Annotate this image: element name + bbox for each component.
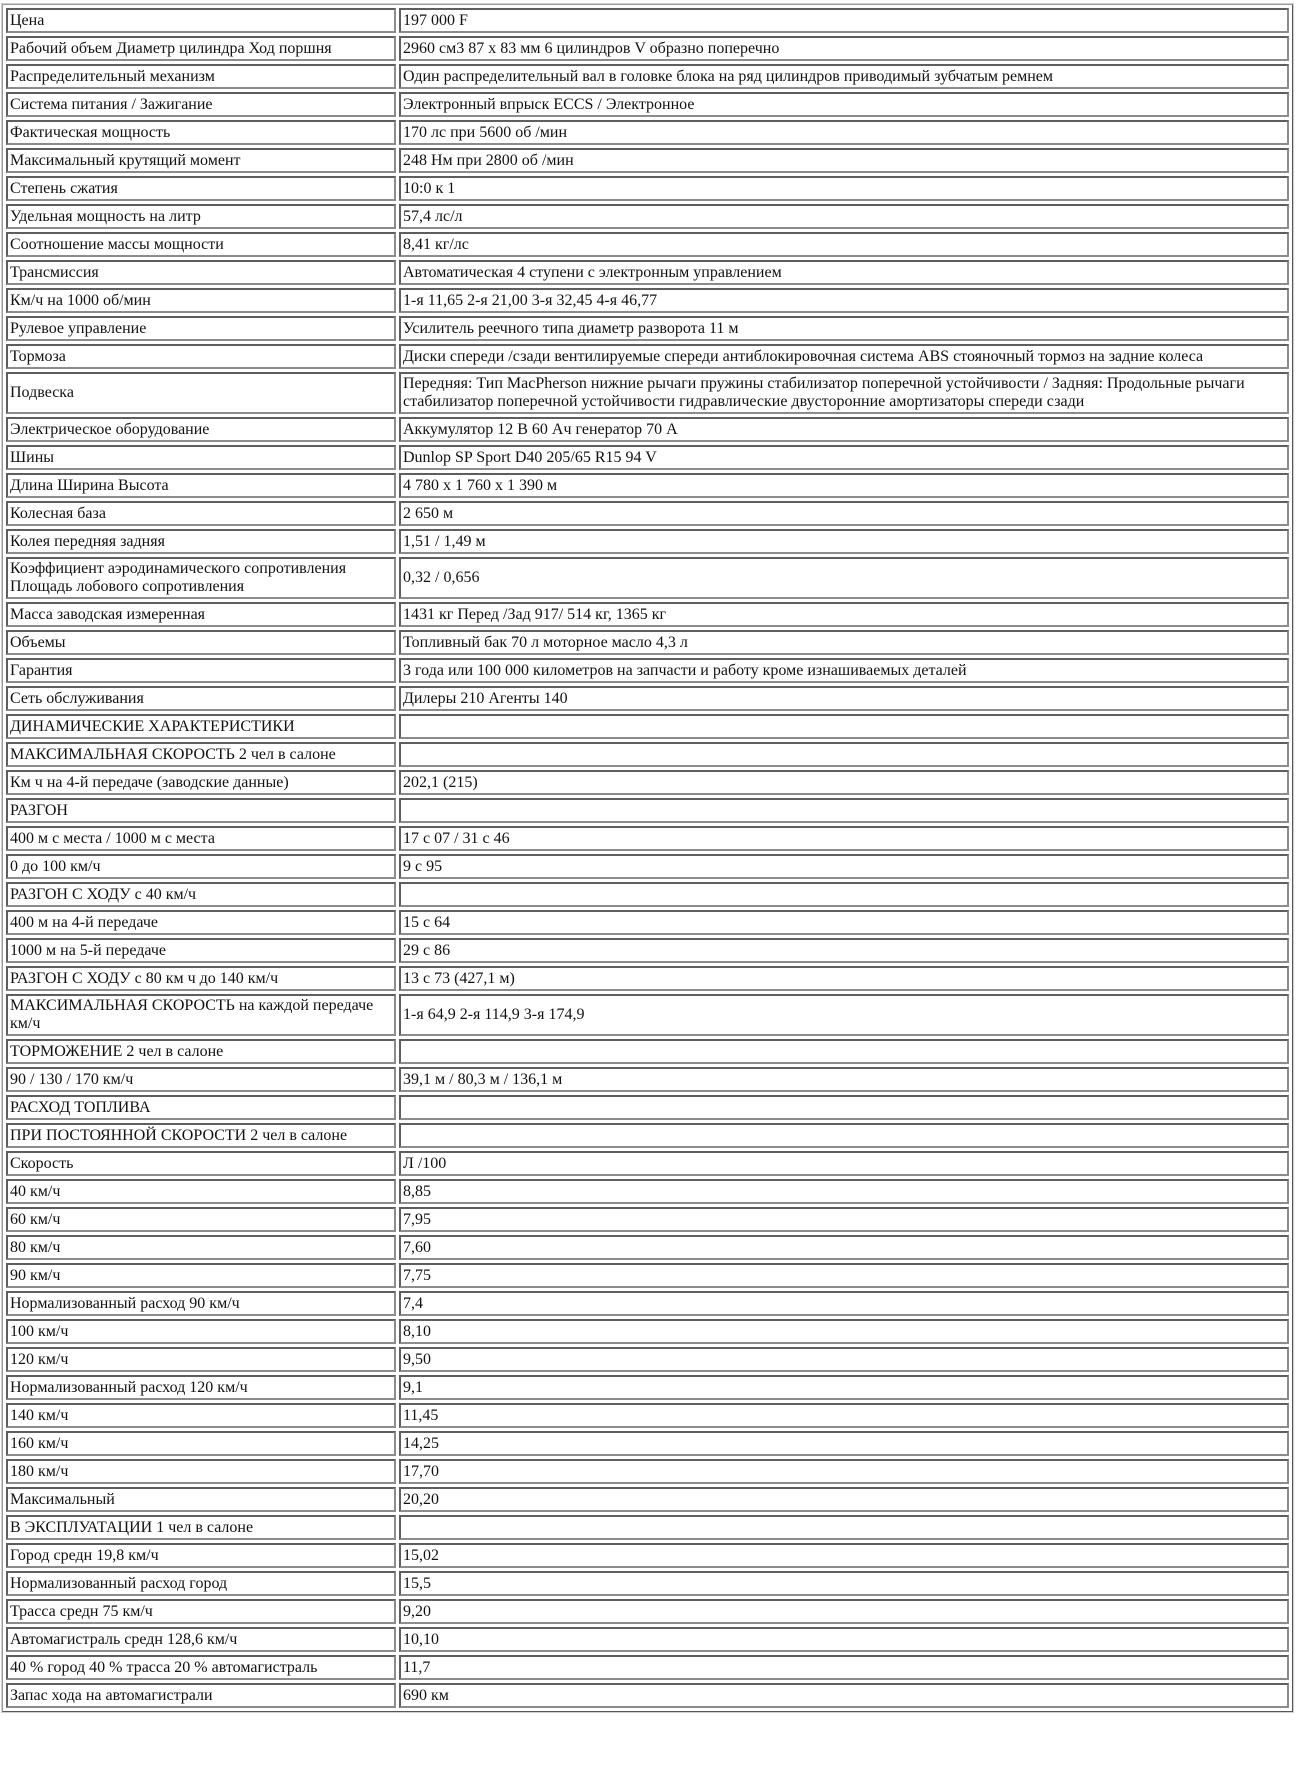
spec-label-cell: 90 / 130 / 170 км/ч [6, 1067, 396, 1092]
spec-value-cell [399, 742, 1289, 767]
spec-label-cell: Максимальный крутящий момент [6, 148, 396, 173]
spec-value-cell: 690 км [399, 1683, 1289, 1708]
spec-value-cell: 15,02 [399, 1543, 1289, 1568]
spec-value-cell: 39,1 м / 80,3 м / 136,1 м [399, 1067, 1289, 1092]
spec-label-cell: Км/ч на 1000 об/мин [6, 288, 396, 313]
spec-label-cell: РАСХОД ТОПЛИВА [6, 1095, 396, 1120]
spec-label-cell: Длина Ширина Высота [6, 473, 396, 498]
table-row [6, 1291, 1289, 1316]
table-row [6, 770, 1289, 795]
spec-label-cell: Тормоза [6, 344, 396, 369]
table-row [6, 120, 1289, 145]
spec-label-cell: 60 км/ч [6, 1207, 396, 1232]
specifications-table-body [6, 8, 1289, 1708]
spec-value-cell: 15,5 [399, 1571, 1289, 1596]
spec-value-cell [399, 1123, 1289, 1148]
spec-value-cell: Автоматическая 4 ступени с электронным управлением [399, 260, 1289, 285]
spec-label-cell: 40 км/ч [6, 1179, 396, 1204]
spec-label-cell: Объемы [6, 630, 396, 655]
spec-label-cell: Масса заводская измеренная [6, 602, 396, 627]
table-row [6, 148, 1289, 173]
table-row [6, 1683, 1289, 1708]
spec-label-cell: МАКСИМАЛЬНАЯ СКОРОСТЬ на каждой передаче км/ч [6, 994, 396, 1036]
table-row [6, 445, 1289, 470]
spec-label-cell: РАЗГОН С ХОДУ с 80 км ч до 140 км/ч [6, 966, 396, 991]
spec-value-cell: 14,25 [399, 1431, 1289, 1456]
spec-label-cell: В ЭКСПЛУАТАЦИИ 1 чел в салоне [6, 1515, 396, 1540]
table-row [6, 36, 1289, 61]
table-row [6, 686, 1289, 711]
spec-label-cell: 40 % город 40 % трасса 20 % автомагистраль [6, 1655, 396, 1680]
spec-label-cell: Колея передняя задняя [6, 529, 396, 554]
spec-value-cell: 3 года или 100 000 километров на запчасти и работу кроме изнашиваемых деталей [399, 658, 1289, 683]
spec-value-cell: 4 780 x 1 760 x 1 390 м [399, 473, 1289, 498]
spec-label-cell: 120 км/ч [6, 1347, 396, 1372]
table-row [6, 288, 1289, 313]
spec-label-cell: Шины [6, 445, 396, 470]
spec-label-cell: 140 км/ч [6, 1403, 396, 1428]
spec-value-cell: 248 Нм при 2800 об /мин [399, 148, 1289, 173]
spec-label-cell: РАЗГОН С ХОДУ с 40 км/ч [6, 882, 396, 907]
spec-value-cell: Диски спереди /сзади вентилируемые спереди антиблокировочная система ABS стояночный тормоз на задние колеса [399, 344, 1289, 369]
table-row [6, 557, 1289, 599]
table-row [6, 1235, 1289, 1260]
spec-value-cell [399, 1095, 1289, 1120]
table-row [6, 92, 1289, 117]
spec-label-cell: 100 км/ч [6, 1319, 396, 1344]
table-row [6, 1375, 1289, 1400]
spec-label-cell: Степень сжатия [6, 176, 396, 201]
spec-label-cell: 400 м на 4-й передаче [6, 910, 396, 935]
table-row [6, 1599, 1289, 1624]
table-row [6, 1179, 1289, 1204]
spec-value-cell: 2960 см3 87 x 83 мм 6 цилиндров V образно поперечно [399, 36, 1289, 61]
spec-label-cell: Удельная мощность на литр [6, 204, 396, 229]
table-row [6, 1571, 1289, 1596]
table-row [6, 176, 1289, 201]
spec-label-cell: РАЗГОН [6, 798, 396, 823]
table-row [6, 1123, 1289, 1148]
table-row [6, 1543, 1289, 1568]
spec-label-cell: МАКСИМАЛЬНАЯ СКОРОСТЬ 2 чел в салоне [6, 742, 396, 767]
spec-value-cell: 57,4 лс/л [399, 204, 1289, 229]
spec-label-cell: Электрическое оборудование [6, 417, 396, 442]
spec-value-cell: 7,4 [399, 1291, 1289, 1316]
spec-value-cell: Электронный впрыск ECCS / Электронное [399, 92, 1289, 117]
table-row [6, 742, 1289, 767]
spec-value-cell [399, 882, 1289, 907]
table-row [6, 1095, 1289, 1120]
spec-value-cell: 13 с 73 (427,1 м) [399, 966, 1289, 991]
spec-value-cell: Один распределительный вал в головке блока на ряд цилиндров приводимый зубчатым ремнем [399, 64, 1289, 89]
table-row [6, 232, 1289, 257]
spec-value-cell: 170 лс при 5600 об /мин [399, 120, 1289, 145]
spec-label-cell: Скорость [6, 1151, 396, 1176]
spec-value-cell: 202,1 (215) [399, 770, 1289, 795]
spec-value-cell: 1,51 / 1,49 м [399, 529, 1289, 554]
table-row [6, 529, 1289, 554]
table-row [6, 1039, 1289, 1064]
spec-label-cell: Рулевое управление [6, 316, 396, 341]
spec-value-cell: 29 с 86 [399, 938, 1289, 963]
spec-value-cell: Л /100 [399, 1151, 1289, 1176]
table-row [6, 826, 1289, 851]
table-row [6, 1403, 1289, 1428]
table-row [6, 966, 1289, 991]
spec-label-cell: Нормализованный расход 120 км/ч [6, 1375, 396, 1400]
table-row [6, 994, 1289, 1036]
spec-value-cell: 1-я 11,65 2-я 21,00 3-я 32,45 4-я 46,77 [399, 288, 1289, 313]
spec-value-cell: 197 000 F [399, 8, 1289, 33]
spec-value-cell: 7,60 [399, 1235, 1289, 1260]
spec-label-cell: Сеть обслуживания [6, 686, 396, 711]
spec-label-cell: 1000 м на 5-й передаче [6, 938, 396, 963]
table-row [6, 1459, 1289, 1484]
table-row [6, 372, 1289, 414]
table-row [6, 1487, 1289, 1512]
spec-label-cell: Распределительный механизм [6, 64, 396, 89]
spec-label-cell: Максимальный [6, 1487, 396, 1512]
specifications-table [2, 4, 1293, 1712]
table-row [6, 1263, 1289, 1288]
table-row [6, 501, 1289, 526]
spec-label-cell: 90 км/ч [6, 1263, 396, 1288]
spec-label-cell: Рабочий объем Диаметр цилиндра Ход поршня [6, 36, 396, 61]
spec-label-cell: 400 м с места / 1000 м с места [6, 826, 396, 851]
spec-value-cell: 7,75 [399, 1263, 1289, 1288]
table-row [6, 798, 1289, 823]
spec-label-cell: Автомагистраль средн 128,6 км/ч [6, 1627, 396, 1652]
spec-label-cell: 0 до 100 км/ч [6, 854, 396, 879]
spec-label-cell: Коэффициент аэродинамического сопротивления Площадь лобового сопротивления [6, 557, 396, 599]
spec-label-cell: Колесная база [6, 501, 396, 526]
spec-value-cell: 1431 кг Перед /Зад 917/ 514 кг, 1365 кг [399, 602, 1289, 627]
spec-label-cell: ТОРМОЖЕНИЕ 2 чел в салоне [6, 1039, 396, 1064]
spec-label-cell: 180 км/ч [6, 1459, 396, 1484]
spec-label-cell: 160 км/ч [6, 1431, 396, 1456]
table-row [6, 658, 1289, 683]
spec-value-cell: Передняя: Тип MacPherson нижние рычаги пружины стабилизатор поперечной устойчивости / Задняя: Продольные рычаги стабилизатор поперечной устойчивости гидравлические двусторонние амортизаторы спереди сзади [399, 372, 1289, 414]
table-row [6, 1347, 1289, 1372]
spec-value-cell: 9,1 [399, 1375, 1289, 1400]
spec-label-cell: Соотношение массы мощности [6, 232, 396, 257]
spec-value-cell: 2 650 м [399, 501, 1289, 526]
spec-value-cell: 17 с 07 / 31 с 46 [399, 826, 1289, 851]
table-row [6, 8, 1289, 33]
table-row [6, 204, 1289, 229]
table-row [6, 854, 1289, 879]
table-row [6, 64, 1289, 89]
table-row [6, 938, 1289, 963]
spec-value-cell: 15 с 64 [399, 910, 1289, 935]
table-row [6, 630, 1289, 655]
spec-value-cell: 9,50 [399, 1347, 1289, 1372]
table-row [6, 602, 1289, 627]
spec-value-cell: 8,10 [399, 1319, 1289, 1344]
spec-label-cell: Нормализованный расход 90 км/ч [6, 1291, 396, 1316]
table-row [6, 1151, 1289, 1176]
spec-value-cell: Топливный бак 70 л моторное масло 4,3 л [399, 630, 1289, 655]
table-row [6, 1515, 1289, 1540]
table-row [6, 882, 1289, 907]
table-row [6, 1319, 1289, 1344]
spec-value-cell: 8,41 кг/лс [399, 232, 1289, 257]
table-row [6, 417, 1289, 442]
spec-label-cell: ПРИ ПОСТОЯННОЙ СКОРОСТИ 2 чел в салоне [6, 1123, 396, 1148]
spec-value-cell: 7,95 [399, 1207, 1289, 1232]
spec-value-cell: Дилеры 210 Агенты 140 [399, 686, 1289, 711]
table-row [6, 1655, 1289, 1680]
spec-value-cell: Аккумулятор 12 В 60 Ач генератор 70 А [399, 417, 1289, 442]
spec-value-cell: 20,20 [399, 1487, 1289, 1512]
spec-label-cell: ДИНАМИЧЕСКИЕ ХАРАКТЕРИСТИКИ [6, 714, 396, 739]
table-row [6, 1207, 1289, 1232]
table-row [6, 1067, 1289, 1092]
spec-value-cell [399, 1515, 1289, 1540]
table-row [6, 473, 1289, 498]
table-row [6, 260, 1289, 285]
spec-value-cell: 11,45 [399, 1403, 1289, 1428]
spec-label-cell: Трансмиссия [6, 260, 396, 285]
spec-value-cell: 9,20 [399, 1599, 1289, 1624]
spec-value-cell: 1-я 64,9 2-я 114,9 3-я 174,9 [399, 994, 1289, 1036]
spec-label-cell: Фактическая мощность [6, 120, 396, 145]
spec-value-cell: 17,70 [399, 1459, 1289, 1484]
spec-label-cell: Цена [6, 8, 396, 33]
spec-label-cell: Гарантия [6, 658, 396, 683]
spec-label-cell: Подвеска [6, 372, 396, 414]
spec-value-cell [399, 1039, 1289, 1064]
table-row [6, 1431, 1289, 1456]
table-row [6, 1627, 1289, 1652]
spec-value-cell: Dunlop SP Sport D40 205/65 R15 94 V [399, 445, 1289, 470]
spec-label-cell: Нормализованный расход город [6, 1571, 396, 1596]
spec-label-cell: 80 км/ч [6, 1235, 396, 1260]
spec-value-cell: 8,85 [399, 1179, 1289, 1204]
spec-label-cell: Система питания / Зажигание [6, 92, 396, 117]
table-row [6, 910, 1289, 935]
spec-value-cell: 11,7 [399, 1655, 1289, 1680]
table-row [6, 316, 1289, 341]
spec-value-cell: Усилитель реечного типа диаметр разворота 11 м [399, 316, 1289, 341]
table-row [6, 344, 1289, 369]
spec-label-cell: Км ч на 4-й передаче (заводские данные) [6, 770, 396, 795]
spec-value-cell: 10,10 [399, 1627, 1289, 1652]
spec-value-cell [399, 798, 1289, 823]
spec-label-cell: Город средн 19,8 км/ч [6, 1543, 396, 1568]
spec-value-cell: 0,32 / 0,656 [399, 557, 1289, 599]
table-row [6, 714, 1289, 739]
spec-value-cell: 9 с 95 [399, 854, 1289, 879]
spec-label-cell: Запас хода на автомагистрали [6, 1683, 396, 1708]
spec-value-cell: 10:0 к 1 [399, 176, 1289, 201]
spec-label-cell: Трасса средн 75 км/ч [6, 1599, 396, 1624]
spec-value-cell [399, 714, 1289, 739]
